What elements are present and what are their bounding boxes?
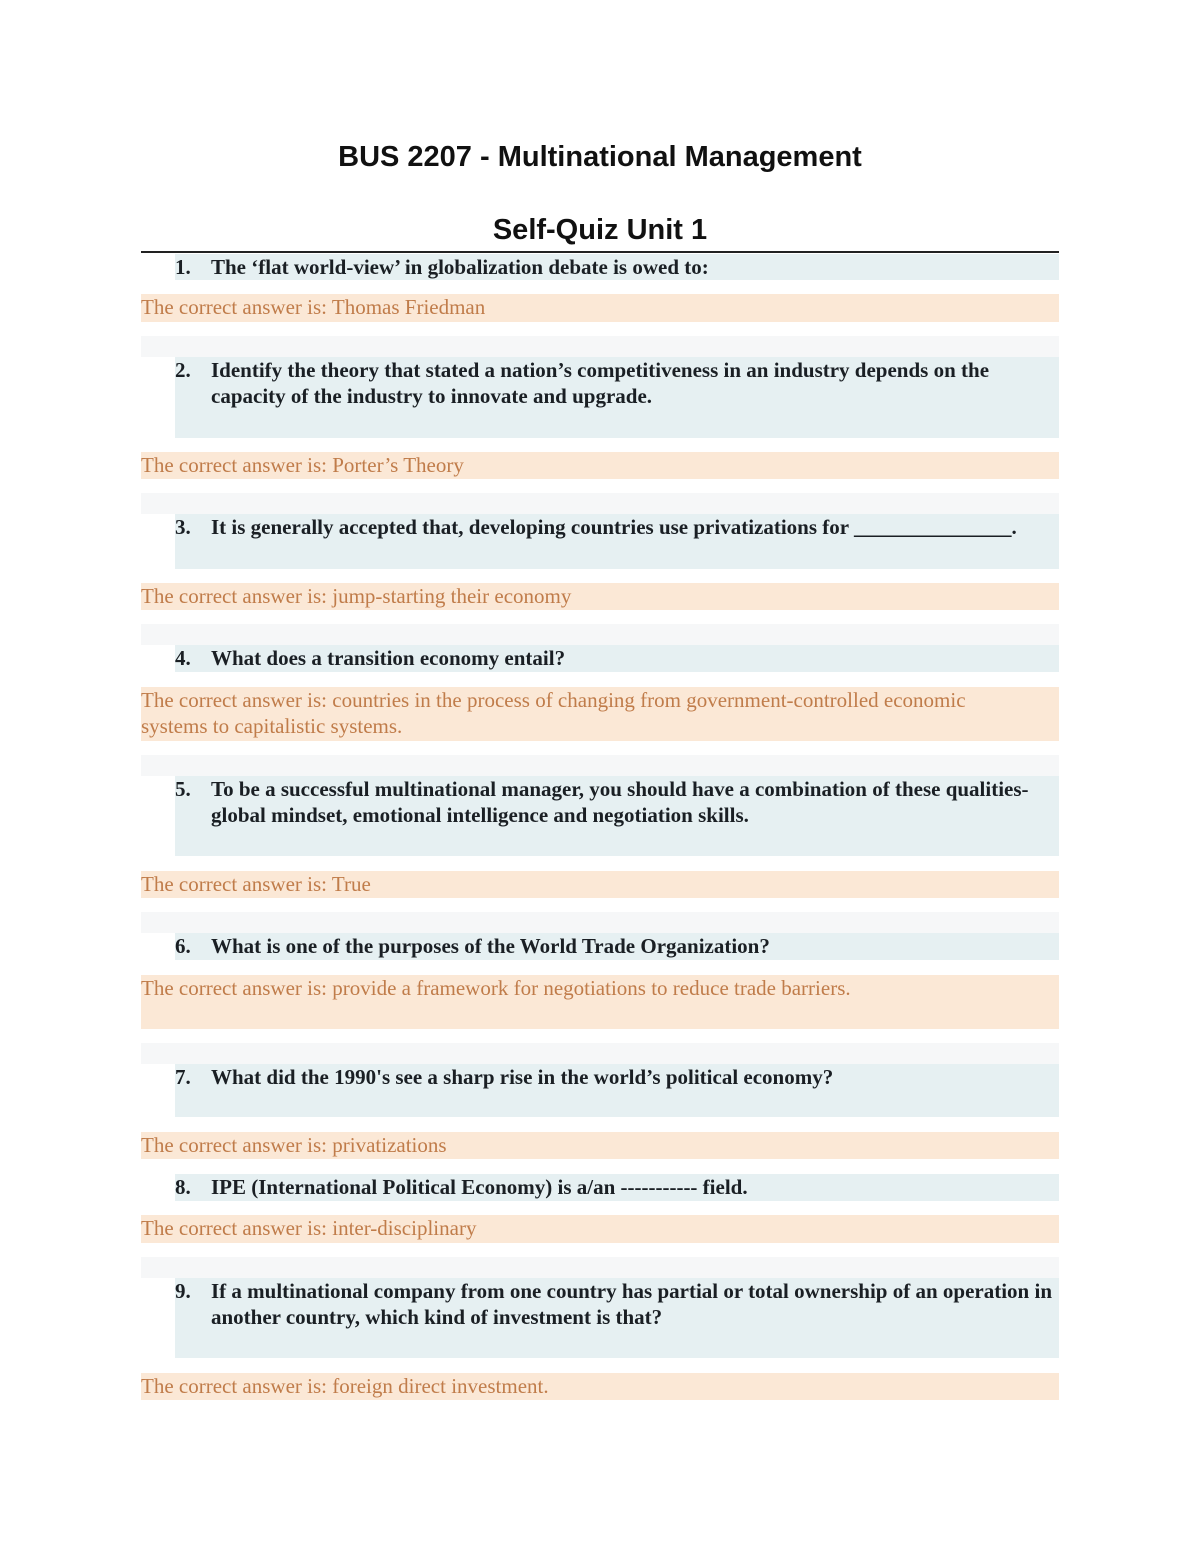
answer-6: The correct answer is: provide a framework for negotiations to reduce trade barriers. <box>141 975 1059 1029</box>
answer-8: The correct answer is: inter-disciplinary <box>141 1215 1059 1243</box>
question-number: 8. <box>175 1175 191 1199</box>
title-divider <box>141 251 1059 253</box>
question-text: IPE (International Political Economy) is a/an ----------- field. <box>211 1175 748 1199</box>
question-text: To be a successful multinational manager, you should have a combination of these qualities- global mindset, emotional intelligence and negotiation skills. <box>211 777 1029 827</box>
question-7 <box>175 1064 1059 1117</box>
question-3 <box>175 514 1059 569</box>
answer-9: The correct answer is: foreign direct investment. <box>141 1373 1059 1400</box>
spacer <box>141 624 1059 645</box>
question-text: If a multinational company from one country has partial or total ownership of an operation in another country, which kind of investment is that? <box>211 1279 1053 1329</box>
question-number: 6. <box>175 934 191 958</box>
question-2 <box>175 357 1059 438</box>
question-6 <box>175 933 1059 960</box>
question-text: What does a transition economy entail? <box>211 646 566 670</box>
question-number: 3. <box>175 515 191 539</box>
spacer <box>141 755 1059 776</box>
question-text: The ‘flat world-view’ in globalization debate is owed to: <box>211 255 709 279</box>
answer-3: The correct answer is: jump-starting their economy <box>141 583 1059 610</box>
answer-5: The correct answer is: True <box>141 871 1059 898</box>
question-text: What did the 1990's see a sharp rise in the world’s political economy? <box>211 1065 834 1089</box>
question-number: 1. <box>175 255 191 279</box>
question-text: What is one of the purposes of the World Trade Organization? <box>211 934 770 958</box>
question-number: 2. <box>175 358 191 382</box>
spacer <box>141 912 1059 933</box>
spacer <box>141 493 1059 514</box>
answer-2: The correct answer is: Porter’s Theory <box>141 452 1059 479</box>
answer-4: The correct answer is: countries in the process of changing from government-controlled economic systems to capitalistic systems. <box>141 687 1059 741</box>
answer-1: The correct answer is: Thomas Friedman <box>141 294 1059 322</box>
spacer <box>141 1043 1059 1064</box>
question-number: 9. <box>175 1279 191 1303</box>
answer-7: The correct answer is: privatizations <box>141 1132 1059 1159</box>
question-1 <box>175 254 1059 280</box>
question-number: 5. <box>175 777 191 801</box>
question-9 <box>175 1278 1059 1358</box>
question-text: Identify the theory that stated a nation’s competitiveness in an industry depends on the capacity of the industry to innovate and upgrade. <box>211 358 990 408</box>
spacer <box>141 336 1059 357</box>
document-subtitle: Self-Quiz Unit 1 <box>492 214 708 246</box>
document-title: BUS 2207 - Multinational Management <box>338 141 862 173</box>
question-8 <box>175 1174 1059 1201</box>
question-4 <box>175 645 1059 672</box>
question-number: 7. <box>175 1065 191 1089</box>
spacer <box>141 1257 1059 1278</box>
question-text: It is generally accepted that, developing countries use privatizations for _______________. <box>211 515 1017 539</box>
question-number: 4. <box>175 646 191 670</box>
question-5 <box>175 776 1059 856</box>
